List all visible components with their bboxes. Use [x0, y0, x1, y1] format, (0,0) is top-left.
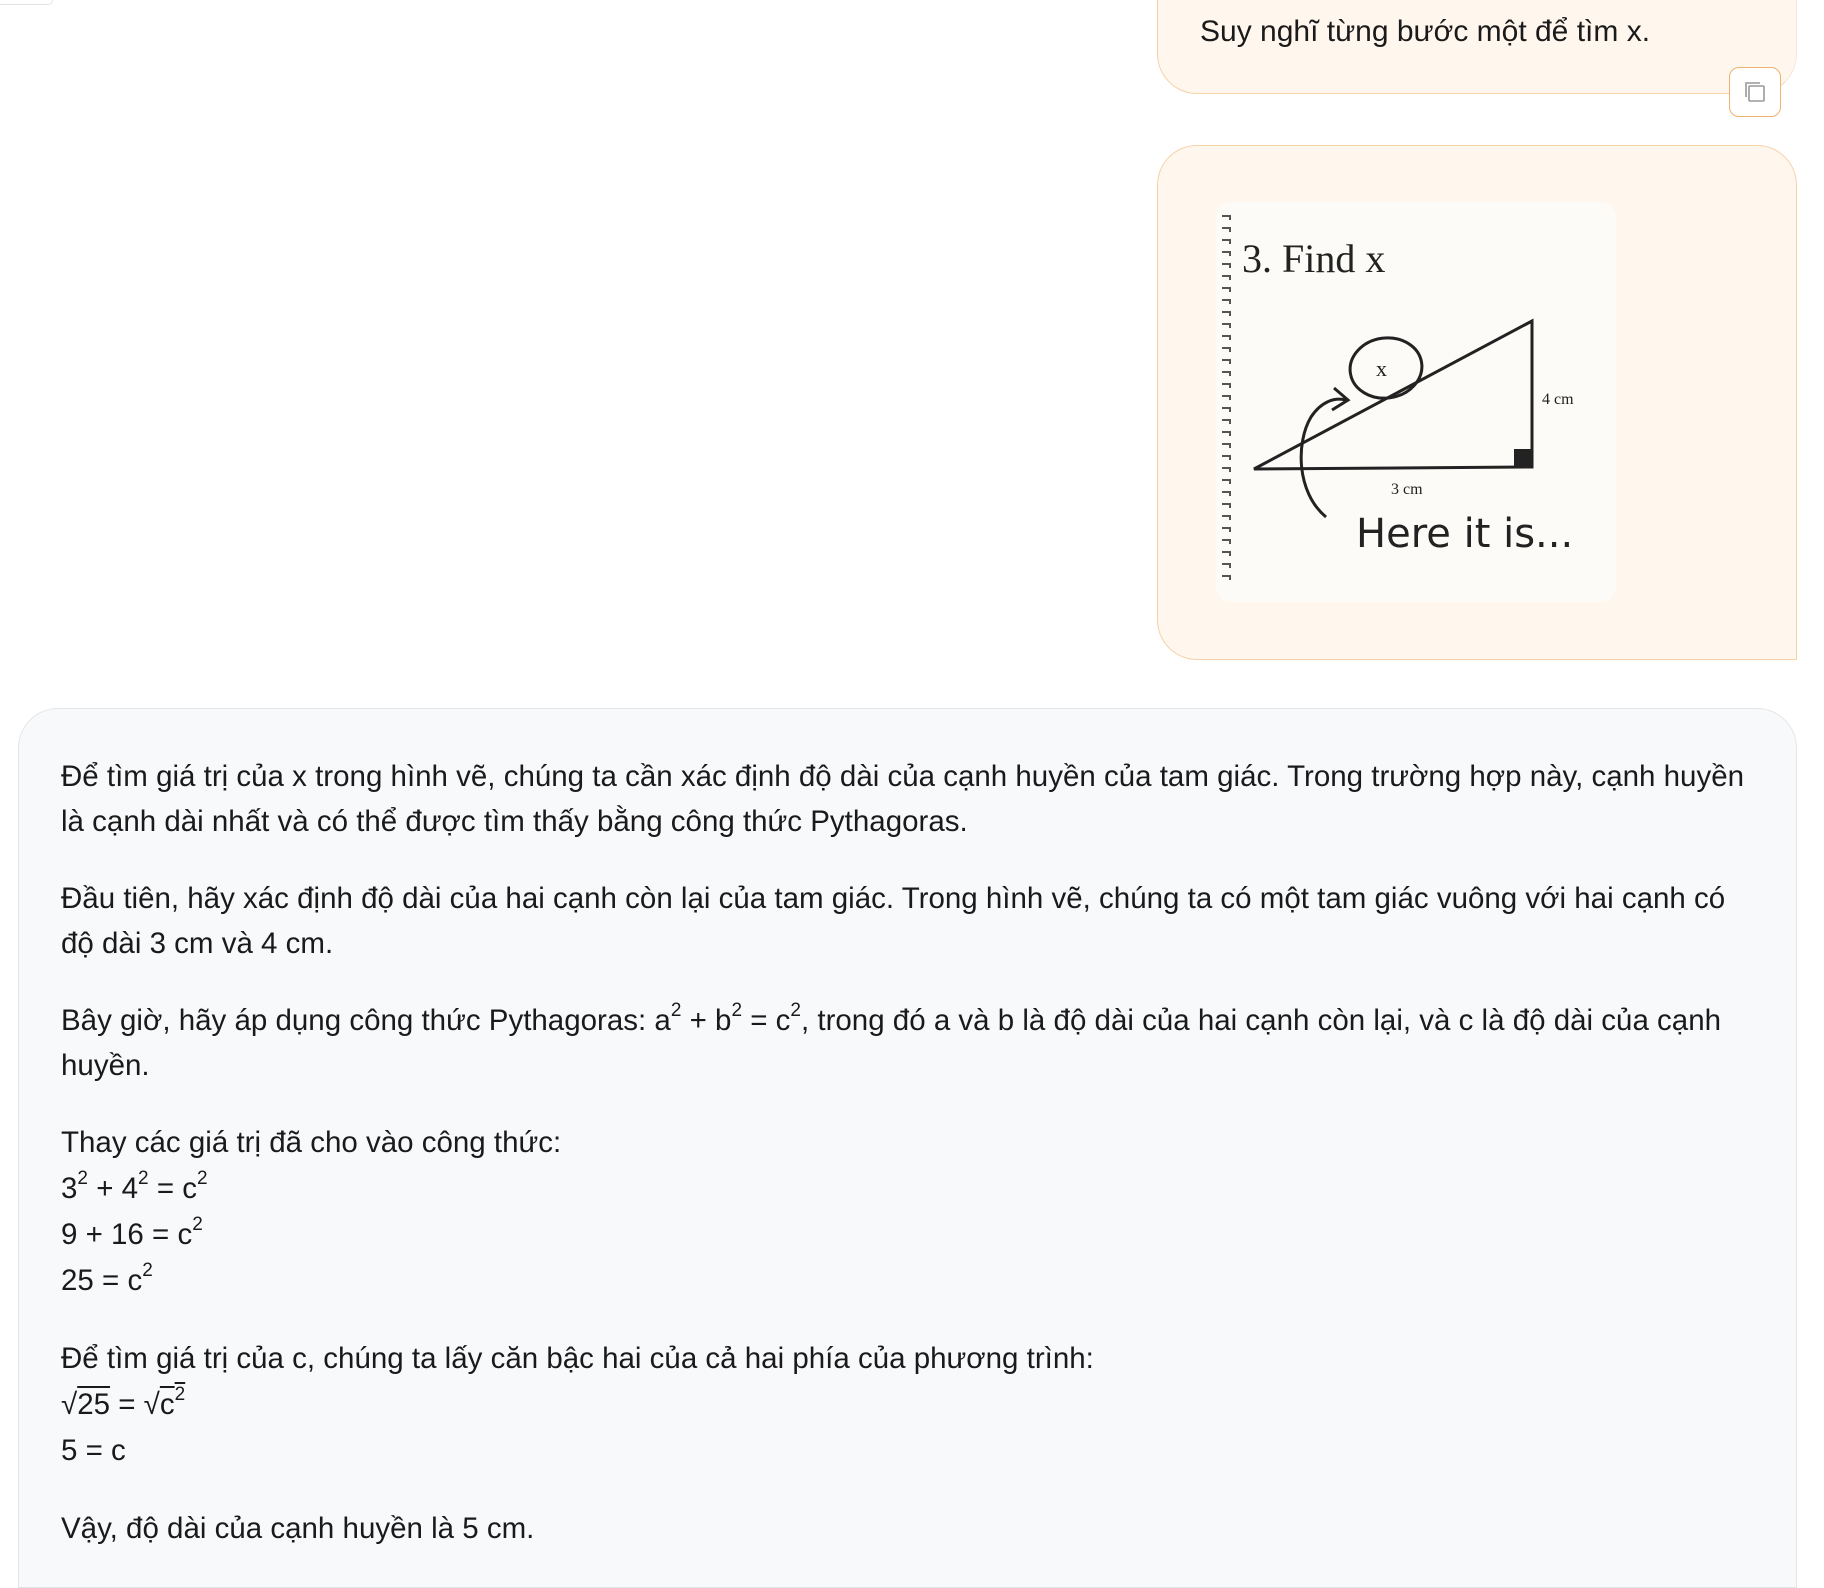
square-root-intro: Để tìm giá trị của c, chúng ta lấy căn bậc hai của cả hai phía của phương trình: [61, 1342, 1094, 1375]
equation-line-2: $9 + 16 = c^2$ [61, 1214, 203, 1251]
notebook-spiral [1222, 216, 1230, 580]
copy-button[interactable] [1729, 67, 1781, 117]
equation-line-1: $3^2 + 4^2 = c^2$ [61, 1168, 208, 1205]
answer-paragraph-3: Bây giờ, hãy áp dụng công thức Pythagoras: $a^2 + b^2 = c^2$, trong đó a và b là độ dài của hai cạnh còn lại, và c là độ dài của cạnh huyền. [61, 1000, 1722, 1082]
assistant-message-content [61, 754, 1761, 1583]
user-message-bubble [1157, 0, 1797, 94]
user-message-text: Suy nghĩ từng bước một để tìm x. [1200, 15, 1651, 48]
equation-line-3: $25 = c^2$ [61, 1260, 153, 1297]
answer-paragraph-5 [61, 1336, 1761, 1474]
uploaded-image[interactable] [1216, 202, 1616, 602]
assistant-message-bubble [18, 708, 1797, 1588]
equation-line-4: $√25 = √c^2$ [61, 1384, 186, 1421]
answer-conclusion: Vậy, độ dài của cạnh huyền là 5 cm. [61, 1512, 535, 1545]
answer-paragraph-2: Đầu tiên, hãy xác định độ dài của hai cạnh còn lại của tam giác. Trong hình vẽ, chúng ta có một tam giác vuông với hai cạnh có độ dài 3 cm và 4 cm. [61, 882, 1726, 960]
user-image-bubble [1157, 145, 1797, 660]
side-label-4cm: 4 cm [1542, 391, 1574, 408]
equation-line-5: 5 = c [61, 1434, 126, 1467]
sqrt-icon: √ [61, 1388, 78, 1421]
answer-paragraph-1: Để tìm giá trị của x trong hình vẽ, chúng ta cần xác định độ dài của cạnh huyền của tam giác. Trong trường hợp này, cạnh huyền là cạnh dài nhất và có thể được tìm thấy bằng công thức Pythagoras. [61, 760, 1745, 838]
copy-icon [1742, 79, 1768, 105]
side-label-3cm: 3 cm [1391, 481, 1423, 498]
previous-message-edge [0, 0, 53, 5]
pythagoras-formula: $a^2 + b^2 = c^2$ [654, 1000, 801, 1037]
handwritten-note: Here it is... [1356, 511, 1574, 557]
substitution-intro: Thay các giá trị đã cho vào công thức: [61, 1126, 562, 1159]
figure-title: 3. Find x [1242, 236, 1386, 281]
answer-paragraph-4 [61, 1120, 1761, 1304]
triangle-figure [1216, 202, 1616, 602]
unknown-x-label: x [1376, 356, 1387, 381]
sqrt-icon: √ [143, 1388, 160, 1421]
